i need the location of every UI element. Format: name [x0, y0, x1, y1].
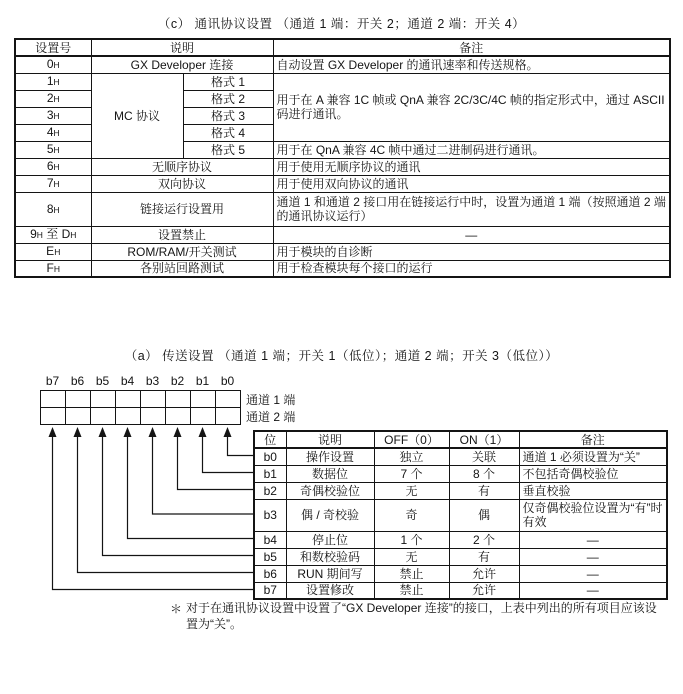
cell-bit: b7 [254, 582, 286, 599]
section-c-title: （c） 通讯协议设置 （通道 1 端：开关 2；通道 2 端：开关 4） [157, 17, 526, 31]
cell-description: 设置禁止 [91, 226, 273, 243]
cell-remark: 通道 1 必须设置为“关” [519, 448, 667, 465]
cell-description: 各别站回路测试 [91, 260, 273, 277]
header-on: ON（1） [449, 431, 519, 448]
cell-off: 禁止 [374, 565, 449, 582]
header-setting-no: 设置号 [15, 39, 91, 56]
table-row [254, 548, 667, 565]
cell-bit: b2 [254, 482, 286, 499]
cell-description: 和数校验码 [286, 548, 374, 565]
bit-cell [141, 408, 166, 425]
header-remark: 备注 [273, 39, 670, 56]
transmission-setting-table [253, 430, 668, 600]
bit-grid [40, 390, 241, 425]
table-row [254, 565, 667, 582]
cell-remark: — [519, 565, 667, 582]
bit-label: b7 [45, 374, 60, 388]
bit-cell [191, 391, 216, 408]
cell-setting-no: 7H [15, 175, 91, 192]
cell-format: 格式 1 [183, 73, 273, 90]
table-row [254, 531, 667, 548]
cell-remark: 自动设置 GX Developer 的通讯速率和传送规格。 [273, 56, 670, 73]
cell-remark: 用于检查模块每个接口的运行 [273, 260, 670, 277]
cell-on: 偶 [449, 499, 519, 531]
cell-description: 偶 / 奇校验 [286, 499, 374, 531]
cell-setting-no: 5H [15, 141, 91, 158]
bit-cell [116, 391, 141, 408]
cell-off: 奇 [374, 499, 449, 531]
cell-bit: b0 [254, 448, 286, 465]
table-row [15, 243, 670, 260]
bit-label: b3 [145, 374, 160, 388]
cell-remark: 用于使用双向协议的通讯 [273, 175, 670, 192]
bit-cell [41, 391, 66, 408]
cell-description: 数据位 [286, 465, 374, 482]
cell-description: GX Developer 连接 [91, 56, 273, 73]
bit-cell [41, 408, 66, 425]
footnote-text: 对于在通讯协议设置中设置了“GX Developer 连接”的接口，上表中列出的所有项目应该设置为“关”。 [186, 601, 657, 631]
cell-on: 允许 [449, 582, 519, 599]
cell-remark: 通道 1 和通道 2 接口用在链接运行中时，设置为通道 1 端（按照通道 2 端的通讯协议运行） [273, 192, 670, 226]
cell-remark: 用于在 A 兼容 1C 帧或 QnA 兼容 2C/3C/4C 帧的指定形式中，通过 ASCII 码进行通讯。 [273, 73, 670, 141]
cell-format: 格式 4 [183, 124, 273, 141]
cell-off: 7 个 [374, 465, 449, 482]
cell-setting-no: 9H 至 DH [15, 226, 91, 243]
cell-setting-no: EH [15, 243, 91, 260]
cell-remark: — [519, 531, 667, 548]
cell-bit: b4 [254, 531, 286, 548]
cell-description: 无顺序协议 [91, 158, 273, 175]
bit-label: b4 [120, 374, 135, 388]
cell-remark: 不包括奇偶校验位 [519, 465, 667, 482]
bit-cell [141, 391, 166, 408]
table-row [254, 448, 667, 465]
table-header-row [254, 431, 667, 448]
channel-1-label: 通道 1 端 [246, 393, 296, 407]
channel-2-label: 通道 2 端 [246, 410, 296, 424]
cell-off: 1 个 [374, 531, 449, 548]
cell-setting-no: 3H [15, 107, 91, 124]
cell-remark: 仅奇偶校验位设置为“有”时有效 [519, 499, 667, 531]
table-header-row [15, 39, 670, 56]
table-row [15, 226, 670, 243]
bit-cell [166, 408, 191, 425]
cell-setting-no: FH [15, 260, 91, 277]
cell-on: 有 [449, 548, 519, 565]
cell-remark: — [519, 582, 667, 599]
table-row [15, 260, 670, 277]
cell-protocol-group: MC 协议 [91, 73, 183, 158]
protocol-setting-table [14, 38, 671, 278]
cell-setting-no: 4H [15, 124, 91, 141]
cell-format: 格式 5 [183, 141, 273, 158]
cell-on: 2 个 [449, 531, 519, 548]
bit-cell [91, 391, 116, 408]
cell-setting-no: 0H [15, 56, 91, 73]
table-row [15, 158, 670, 175]
cell-description: 设置修改 [286, 582, 374, 599]
bit-cell [66, 408, 91, 425]
bit-label: b1 [195, 374, 210, 388]
header-bit: 位 [254, 431, 286, 448]
cell-remark: 垂直校验 [519, 482, 667, 499]
cell-remark: 用于在 QnA 兼容 4C 帧中通过二进制码进行通讯。 [273, 141, 670, 158]
table-row [15, 175, 670, 192]
cell-on: 8 个 [449, 465, 519, 482]
bit-label: b0 [220, 374, 235, 388]
cell-format: 格式 3 [183, 107, 273, 124]
cell-bit: b1 [254, 465, 286, 482]
cell-description: RUN 期间写 [286, 565, 374, 582]
header-remark: 备注 [519, 431, 667, 448]
table-row [254, 465, 667, 482]
cell-format: 格式 2 [183, 90, 273, 107]
cell-setting-no: 8H [15, 192, 91, 226]
bit-labels [40, 374, 240, 388]
cell-description: 奇偶校验位 [286, 482, 374, 499]
table-row [15, 192, 670, 226]
table-row [254, 499, 667, 531]
bit-cell [166, 391, 191, 408]
cell-description: ROM/RAM/开关测试 [91, 243, 273, 260]
cell-setting-no: 2H [15, 90, 91, 107]
cell-on: 有 [449, 482, 519, 499]
table-row [15, 56, 670, 73]
cell-bit: b3 [254, 499, 286, 531]
bit-label: b5 [95, 374, 110, 388]
bit-cell [116, 408, 141, 425]
cell-bit: b6 [254, 565, 286, 582]
header-off: OFF（0） [374, 431, 449, 448]
cell-off: 独立 [374, 448, 449, 465]
cell-description: 停止位 [286, 531, 374, 548]
footnote-asterisk: ＊ [170, 602, 183, 616]
table-row [254, 482, 667, 499]
bit-cell [191, 408, 216, 425]
cell-description: 链接运行设置用 [91, 192, 273, 226]
cell-on: 关联 [449, 448, 519, 465]
cell-on: 允许 [449, 565, 519, 582]
cell-setting-no: 6H [15, 158, 91, 175]
cell-off: 无 [374, 548, 449, 565]
bit-cell [216, 408, 241, 425]
bit-cell [216, 391, 241, 408]
header-description: 说明 [286, 431, 374, 448]
cell-description: 双向协议 [91, 175, 273, 192]
footnote [170, 600, 662, 632]
section-a-title: （a） 传送设置 （通道 1 端；开关 1（低位）；通道 2 端；开关 3（低位）） [124, 349, 559, 363]
table-row [254, 582, 667, 599]
cell-remark: — [273, 226, 670, 243]
cell-bit: b5 [254, 548, 286, 565]
cell-remark: 用于使用无顺序协议的通讯 [273, 158, 670, 175]
cell-description: 操作设置 [286, 448, 374, 465]
cell-off: 无 [374, 482, 449, 499]
cell-setting-no: 1H [15, 73, 91, 90]
cell-off: 禁止 [374, 582, 449, 599]
bit-cell [66, 391, 91, 408]
bit-label: b6 [70, 374, 85, 388]
cell-remark: — [519, 548, 667, 565]
header-description: 说明 [91, 39, 273, 56]
table-row [15, 73, 670, 90]
bit-cell [91, 408, 116, 425]
cell-remark: 用于模块的自诊断 [273, 243, 670, 260]
bit-label: b2 [170, 374, 185, 388]
